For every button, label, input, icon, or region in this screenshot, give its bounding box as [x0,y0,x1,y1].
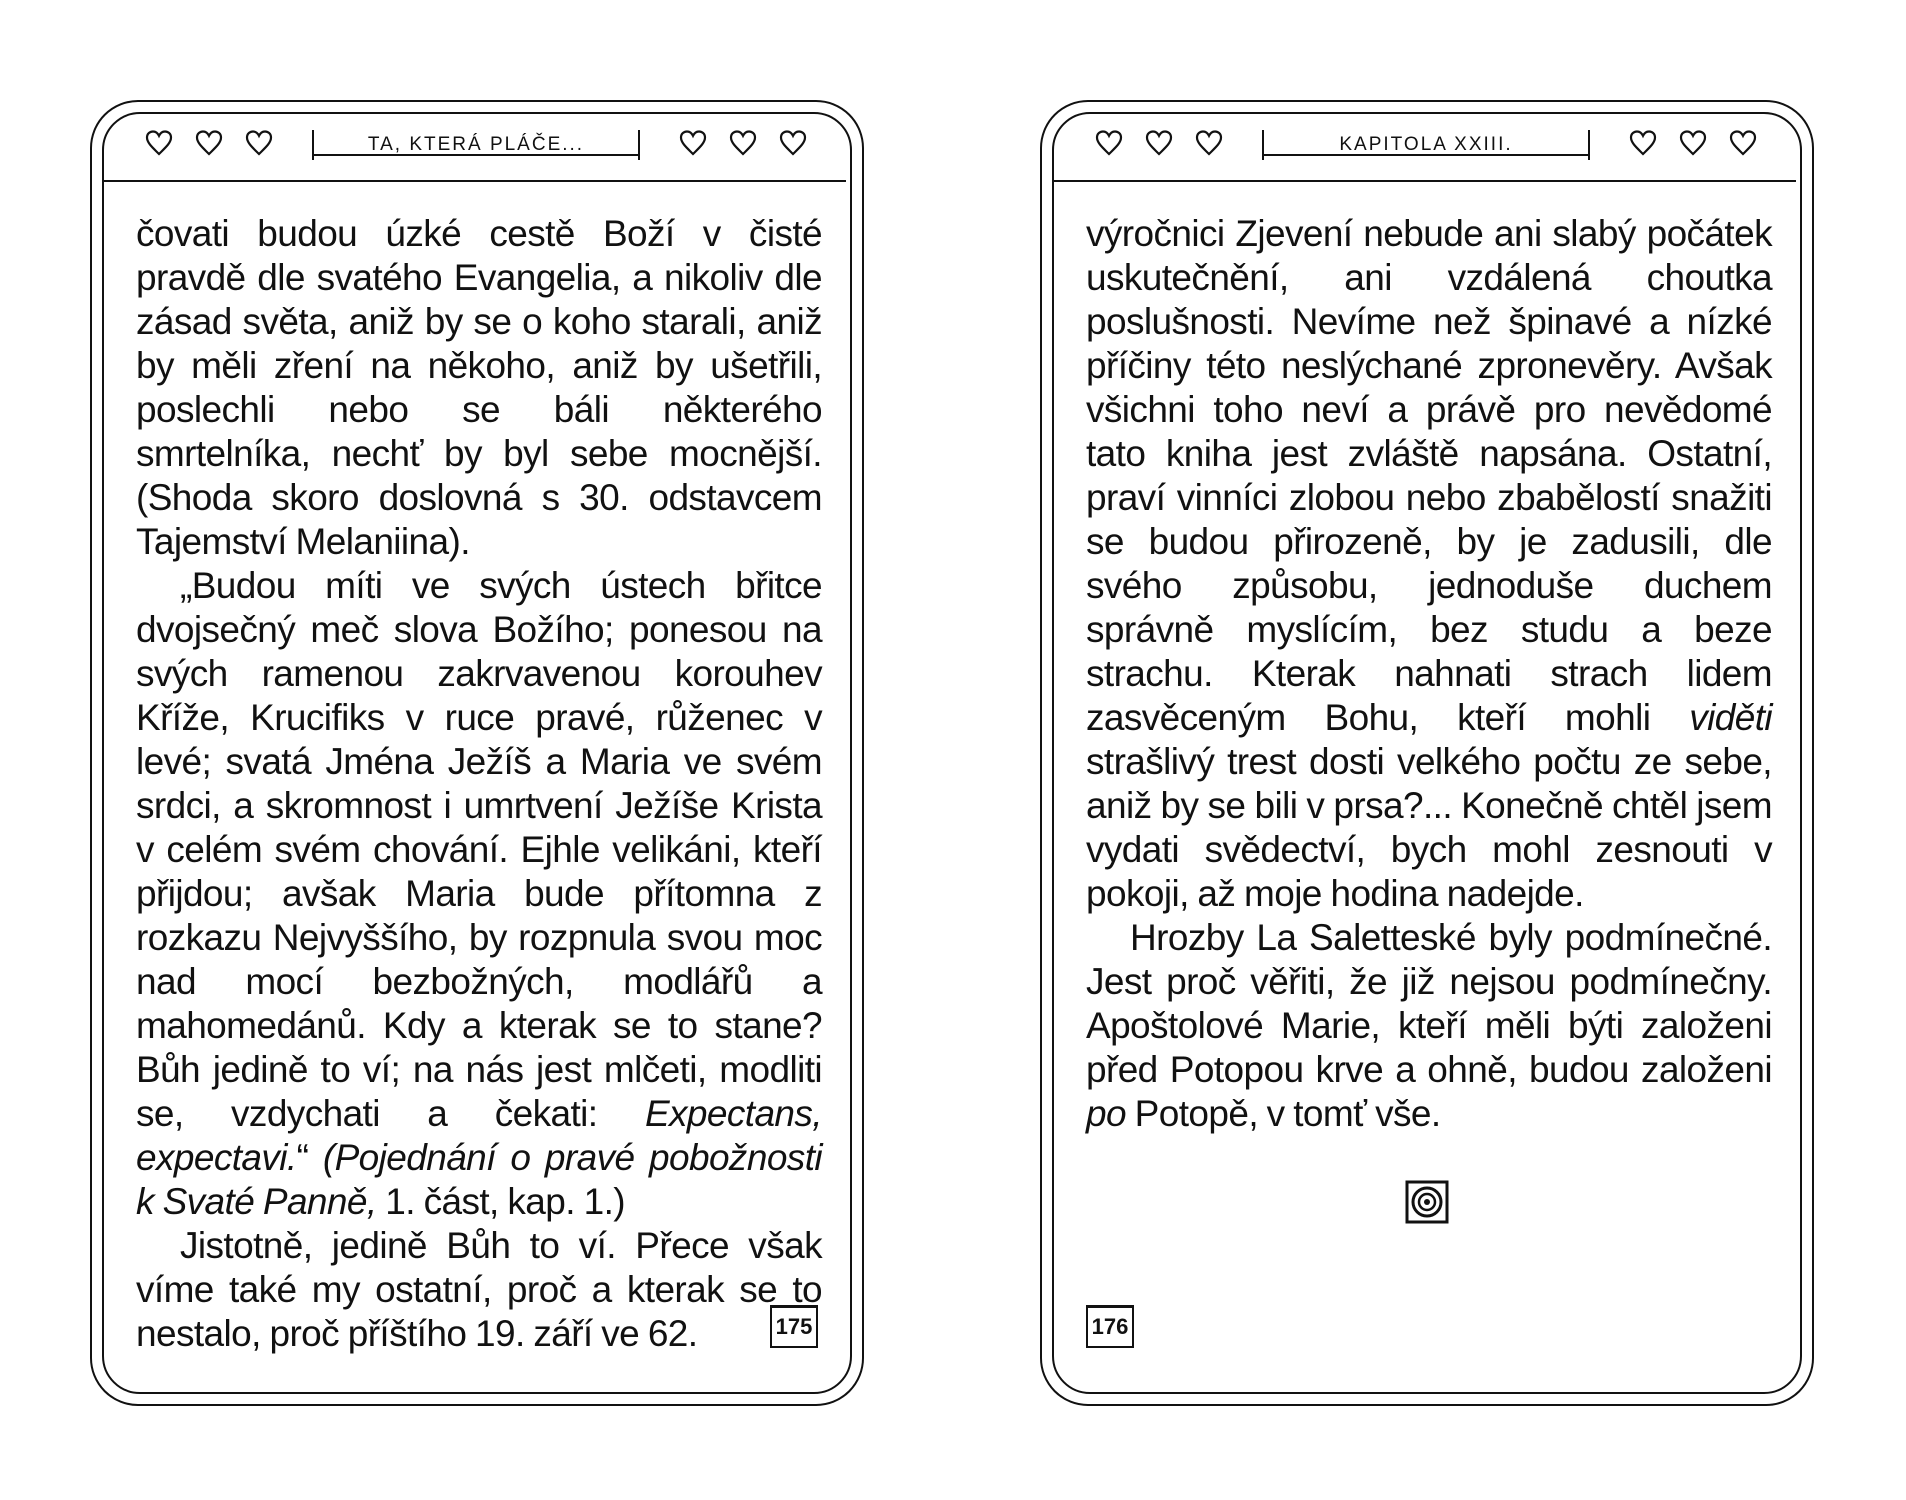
heart-ornaments-right [1628,128,1758,162]
heart-outline-icon [678,128,708,158]
text-run: čovati budou úzké cestě Boží v čisté pravdě dle svatého Evangelia, a nikoliv dle zásad světa, aniž by se o koho starali, aniž by měli zření na někoho, aniž by ušetřili, poslechli nebo se báli některého smrtelníka, nechť by byl sebe mocnější. (Shoda skoro doslovná s 30. odstavcem Tajemství Melaniina). [136,213,822,562]
heart-outline-icon [1728,128,1758,158]
heart-outline-icon [244,128,274,158]
running-title: KAPITOLA XXIII. [1339,134,1513,155]
italic-text-run: po [1086,1093,1126,1134]
heart-outline-icon [728,128,758,158]
header-title-box [1262,130,1590,160]
running-title: TA, KTERÁ PLÁČE... [367,134,585,155]
paragraph [136,1224,822,1356]
heart-outline-icon [144,128,174,158]
text-run: Jistotně, jedině Bůh to ví. Přece však víme také my ostatní, proč a kterak se to nestalo, proč příštího 19. září ve 62. [136,1225,822,1354]
heart-ornaments-right [678,128,808,162]
header-title-box [312,130,640,160]
page-number: 176 [1086,1305,1134,1348]
italic-text-run: Expectans, expectavi. [136,1093,822,1178]
heart-ornaments-left [144,128,274,162]
heart-outline-icon [1094,128,1124,158]
text-run: 1. část, kap. 1.) [376,1181,625,1222]
text-run: výročnici Zjevení nebude ani slabý počátek uskutečnění, ani vzdálená choutka poslušnosti. Nevíme než špinavé a nízké příčiny této neslýchané zpronevěry. Avšak všichni toho neví a právě pro nevědomé tato kniha jest zvláště napsána. Ostatní, praví vinníci zlobou nebo zbabělostí snažiti se budou přirozeně, by je zadusili, dle svého způsobu, jednoduše duchem správně myslícím, bez studu a beze strachu. Kterak nahnati strach lidem zasvěceným Bohu, kteří mohli [1086,213,1772,738]
body-text [1086,212,1772,1136]
text-run: strašlivý trest dosti velkého počtu ze sebe, aniž by se bili v prsa?... Konečně chtěl jsem vydati svědectví, bych mohl zesnouti v pokoji, až moje hodina nadejde. [1086,741,1772,914]
heart-outline-icon [1194,128,1224,158]
header-rule [1054,180,1796,182]
text-run: Potopě, v tomť vše. [1125,1093,1441,1134]
running-header [102,112,850,176]
paragraph [1086,916,1772,1136]
left-page [90,100,864,1406]
italic-text-run: viděti [1689,697,1772,738]
heart-outline-icon [1628,128,1658,158]
paragraph [136,212,822,564]
text-run: Hrozby La Saletteské byly podmínečné. Jest proč věřiti, že již nejsou podmínečny. Apoštolové Marie, kteří měli býti založeni před Potopou krve a ohně, budou založeni [1086,917,1772,1090]
heart-ornaments-left [1094,128,1224,162]
running-header [1052,112,1800,176]
page-number: 175 [770,1305,818,1348]
paragraph [136,564,822,1224]
heart-outline-icon [194,128,224,158]
text-run: “ [296,1137,323,1178]
right-page [1040,100,1814,1406]
heart-outline-icon [1144,128,1174,158]
end-ornament-icon [1405,1180,1449,1224]
body-text [136,212,822,1356]
heart-outline-icon [1678,128,1708,158]
paragraph [1086,212,1772,916]
italic-text-run: (Pojednání o pravé pobožnosti k Svaté Panně, [136,1137,822,1222]
header-rule [104,180,846,182]
text-run: „Budou míti ve svých ústech břitce dvojsečný meč slova Božího; ponesou na svých ramenou zakrvavenou korouhev Kříže, Krucifiks v ruce pravé, růženec v levé; svatá Jména Ježíš a Maria ve svém srdci, a skromnost i umrtvení Ježíše Krista v celém svém chování. Ejhle velikáni, kteří přijdou; avšak Maria bude přítomna z rozkazu Nejvyššího, by rozpnula svou moc nad mocí bezbožných, modlářů a mahomedánů. Kdy a kterak se to stane? Bůh jedině to ví; na nás jest mlčeti, modliti se, vzdychati a čekati: [136,565,822,1134]
heart-outline-icon [778,128,808,158]
